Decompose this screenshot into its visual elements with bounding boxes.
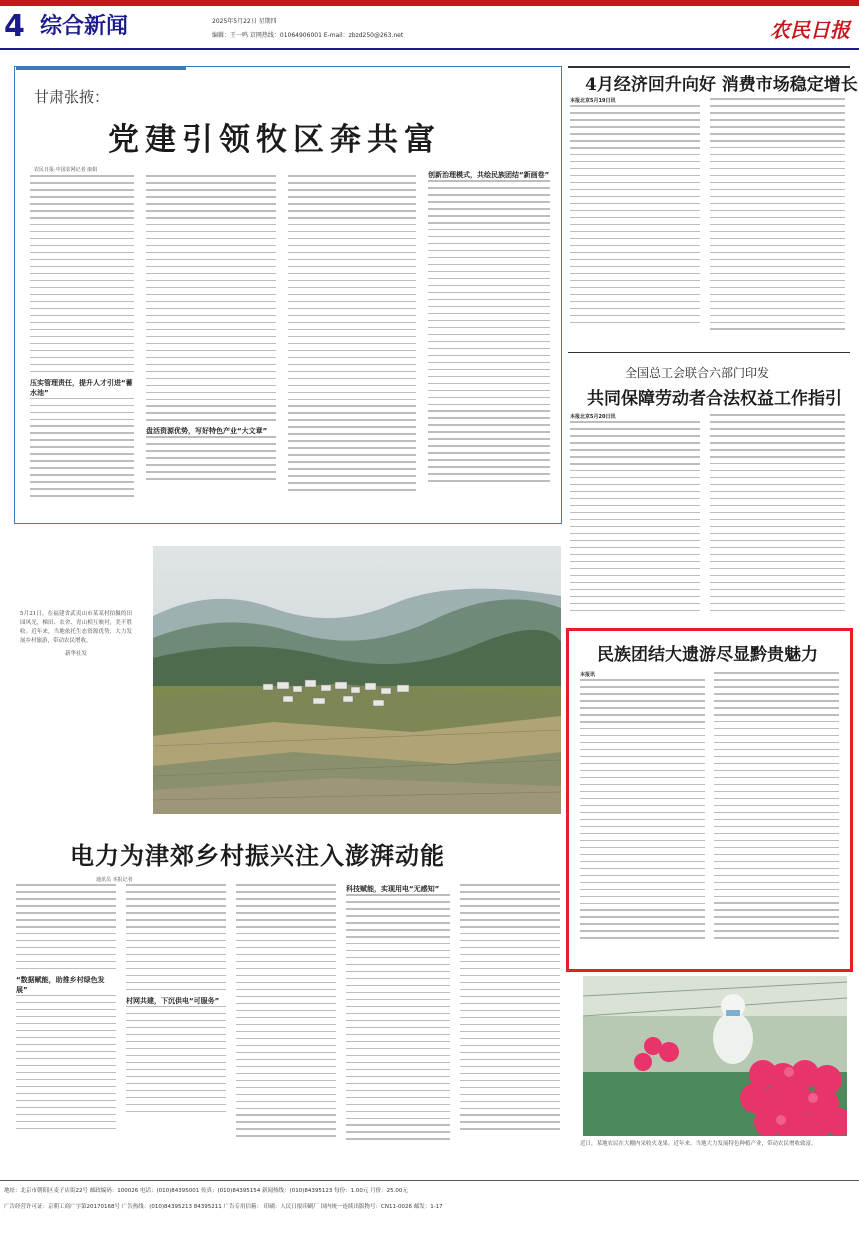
landscape-photo <box>153 546 561 814</box>
union-article-headline: 共同保障劳动者合法权益工作指引 <box>587 389 842 409</box>
main-article-col-3 <box>288 175 416 515</box>
power-article-col-5 <box>460 884 560 1146</box>
econ-article-headline: 4月经济回升向好 消费市场稳定增长 <box>585 75 858 95</box>
power-article-col-2 <box>126 884 226 1146</box>
footer-divider <box>0 1180 859 1181</box>
tourism-article-col-1 <box>580 672 705 957</box>
power-article-col-3 <box>236 884 336 1146</box>
main-article-subhead-1: 压实管理责任，提升人才引进“蓄水池” <box>30 378 133 397</box>
power-article-byline: 通讯员 本报记者 <box>96 877 133 883</box>
page-number: 4 <box>4 9 25 44</box>
econ-top-rule <box>568 66 850 68</box>
power-article-col-1 <box>16 884 116 1146</box>
main-article-accent-bar <box>16 66 186 70</box>
main-article-col-1 <box>30 175 134 515</box>
header-divider <box>0 48 859 50</box>
fruit-photo-caption: 近日，某地农民在大棚内采收火龙果。近年来，当地大力发展特色种植产业，带动农民增收致富。 <box>580 1141 817 1147</box>
econ-article-byline: 本报北京5月19日讯 <box>570 98 616 104</box>
union-article-byline: 本报北京5月20日讯 <box>570 414 616 420</box>
econ-article-col-1 <box>570 98 700 338</box>
tourism-article-headline: 民族团结大遗游尽显黔贵魅力 <box>597 645 818 665</box>
main-article-byline: 农民日报·中国农网记者 康娟 <box>34 167 98 173</box>
power-article-col-4 <box>346 884 450 1146</box>
power-article-subhead-1: “数据赋能，助推乡村绿色发展” <box>16 975 105 994</box>
union-article-col-2 <box>710 414 845 624</box>
main-article-kicker: 甘肃张掖： <box>34 88 110 106</box>
header-editor: 编辑：王一鸣 京网热线：01064906001 E-mail：zbzd250@263.net <box>212 32 404 39</box>
footer-line-2: 广告经营许可证：京朝工商广字第20170168号 广告热线：(010)84395213 84395211 广告专用信箱： 印刷：人民日报印刷厂 国内统一连续出版物号：CN11-0026 邮发：1-17 <box>4 1204 443 1210</box>
main-article-subhead-2: 创新治理模式，共绘民族团结“新画卷” <box>428 171 550 179</box>
power-article-subhead-3: 村网共建，下沉供电“可服务” <box>126 996 220 1005</box>
footer-line-1: 地址：北京市朝阳区麦子店街22号 邮政编码：100026 电话：(010)84395001 传真：(010)84395154 新闻热线：(010)84395123 每份：1.00元 月价：25.00元 <box>4 1188 408 1194</box>
power-article-subhead-2: 科技赋能，实现用电“无感知” <box>346 885 440 893</box>
header-date: 2025年5月22日 星期四 <box>212 18 277 25</box>
section-title: 综合新闻 <box>40 14 129 39</box>
main-article-subhead-3: 盘活资源优势，写好特色产业“大文章” <box>146 427 268 436</box>
main-article-col-4 <box>428 170 550 515</box>
photo-caption: 5月21日，在福建省武夷山市某某村拍摄的田园风光，梯田、农舍、青山相互映衬，美不胜收。近年来，当地依托生态资源优势，大力发展乡村旅游，带动农民增收。 新华社发 <box>20 611 132 657</box>
power-article-headline: 电力为津郊乡村振兴注入澎湃动能 <box>70 841 445 870</box>
tourism-article-col-2 <box>714 672 839 957</box>
union-article-col-1 <box>570 414 700 624</box>
header-top-bar <box>0 0 859 6</box>
main-article-headline: 党建引领牧区奔共富 <box>108 122 441 158</box>
newspaper-logo: 农民日报 <box>770 18 850 42</box>
photo-credit: 新华社发 <box>64 651 87 657</box>
econ-article-col-2 <box>710 98 845 338</box>
tourism-article-byline: 本报讯 <box>580 672 596 678</box>
fruit-harvest-photo <box>583 976 847 1136</box>
union-top-rule <box>568 352 850 353</box>
union-article-kicker: 全国总工会联合六部门印发 <box>625 366 770 380</box>
main-article-col-2 <box>146 175 276 515</box>
